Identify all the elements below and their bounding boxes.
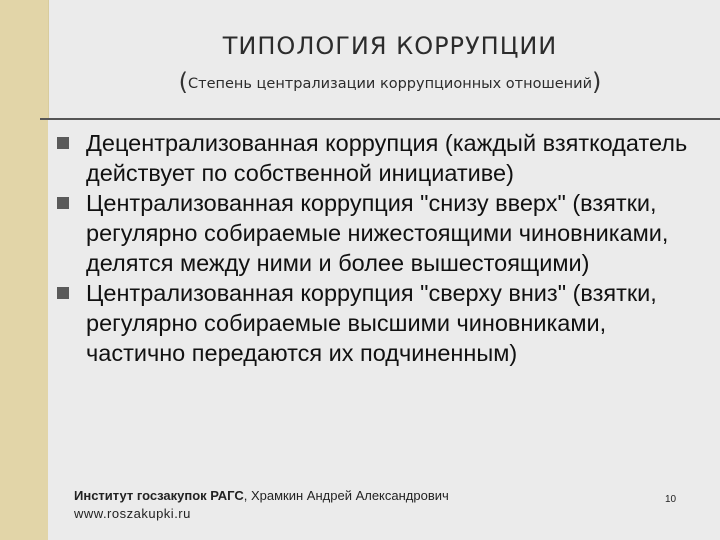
- bullet-text: Централизованная коррупция "сверху вниз" (взятки, регулярно собираемые высшими чиновниками, частично передаются их подчиненным): [86, 280, 657, 366]
- bullet-item: [56, 188, 696, 278]
- page-number: 10: [665, 494, 677, 505]
- square-bullet-icon: [57, 287, 69, 299]
- slide-title: ТИПОЛОГИЯ КОРРУПЦИИ: [222, 32, 558, 60]
- title-divider-rule: [40, 118, 720, 120]
- bullet-list: [56, 128, 696, 368]
- footer-institution: Институт госзакупок РАГС: [74, 488, 244, 503]
- bullet-item: [56, 128, 696, 188]
- subtitle-close-paren: ): [592, 68, 602, 96]
- subtitle-open-paren: (: [178, 68, 188, 96]
- bullet-text: Децентрализованная коррупция (каждый взяткодатель действует по собственной инициативе): [86, 130, 688, 186]
- square-bullet-icon: [57, 137, 69, 149]
- subtitle-text: Степень централизации коррупционных отношений: [188, 76, 592, 92]
- footer-author-name: , Храмкин Андрей Александрович: [243, 488, 449, 503]
- slide-subtitle: [60, 68, 700, 98]
- square-bullet-icon: [57, 197, 69, 209]
- footer-url: www.roszakupki.ru: [74, 506, 191, 521]
- left-accent-band: [0, 0, 48, 540]
- left-band-edge: [48, 0, 49, 118]
- footer-author: [74, 488, 449, 503]
- title-block: [60, 30, 700, 98]
- bullet-text: Централизованная коррупция "снизу вверх" (взятки, регулярно собираемые нижестоящими чиновниками, делятся между ними и более вышестоящими): [86, 190, 669, 276]
- bullet-item: [56, 278, 696, 368]
